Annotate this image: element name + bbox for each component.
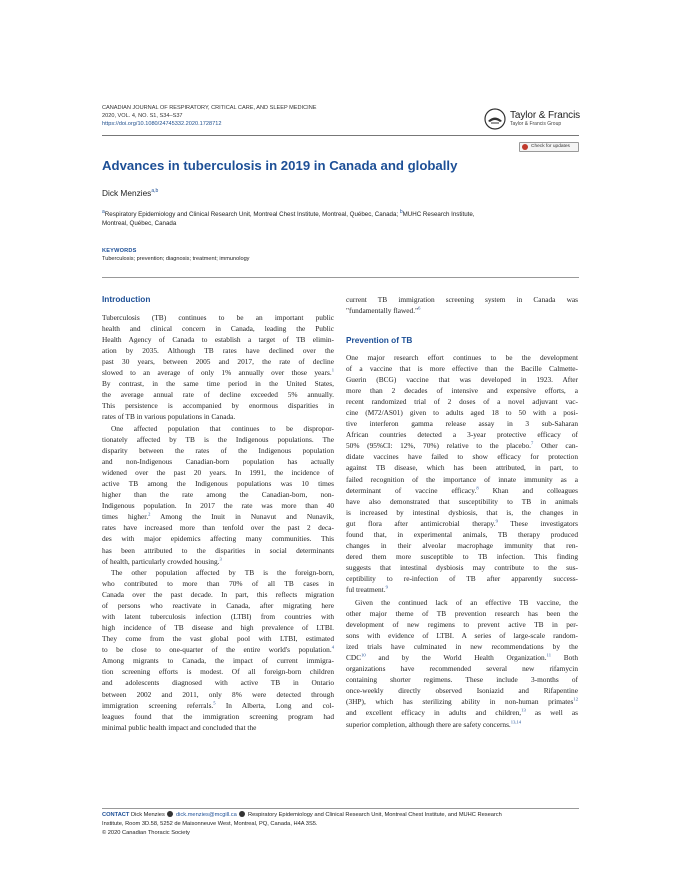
footer-divider <box>102 808 579 809</box>
reference-mark[interactable]: 8 <box>476 485 479 491</box>
header-divider <box>102 135 579 136</box>
author-line <box>102 188 158 198</box>
volume-line: 2020, VOL. 4, NO. S1, S34–S37 <box>102 113 183 119</box>
email-icon <box>167 811 173 817</box>
text-line: ized trials have culminated in new recommendations by the <box>346 642 578 652</box>
text-line: past 30 years, between 2005 and 2017, the rate of decline <box>102 357 334 367</box>
contact-name: Dick Menzies <box>130 812 165 818</box>
reference-mark[interactable]: 6 <box>418 305 421 311</box>
text-line: tive interferon gamma release assay in 3 sub-Saharan <box>346 419 578 429</box>
text-line: minimal public health impact and concluded that the <box>102 722 257 732</box>
reference-mark[interactable]: 5 <box>213 700 216 706</box>
address-icon <box>239 811 245 817</box>
reference-mark[interactable]: 12 <box>573 696 578 702</box>
text-line: between 2002 and 2011, only 8% were detected through <box>102 689 334 699</box>
text-line: recent randomized trial of 2 doses of a novel adjuvant vac- <box>346 397 578 407</box>
text-line: immigration screening referrals.$^5$ In Alberta, Long and col- <box>102 700 334 710</box>
text-line: is increased by intestinal dysbiosis, that is, the changes in <box>346 507 578 517</box>
keywords-divider <box>102 277 579 278</box>
intro-paragraph-1 <box>102 312 334 422</box>
text-line: changes in their alveolar macrophage immunity that ren- <box>346 540 578 550</box>
affiliation-line-2: Montreal, Québec, Canada <box>102 220 177 228</box>
author-affiliation-marks: a,b <box>151 188 159 195</box>
check-for-updates-button[interactable] <box>519 142 579 152</box>
contact-block <box>102 811 580 838</box>
text-line: Among migrants to Canada, the impact of current immigra- <box>102 656 334 666</box>
reference-mark[interactable]: 4 <box>331 644 334 650</box>
text-line: dered them more susceptible to TB infection. This finding <box>346 551 578 561</box>
text-line: Guerin (BCG) vaccine that was developed in 1923. After <box>346 375 578 385</box>
doi-link[interactable]: https://doi.org/10.1080/24745332.2020.1728712 <box>102 121 222 127</box>
intro-paragraph-2 <box>102 423 334 567</box>
contact-line-1 <box>102 811 580 820</box>
keywords-list: Tuberculosis; prevention; diagnosis; treatment; immunology <box>102 256 250 262</box>
text-line: times higher.$^2$ Among the Inuit in Nunavut and Nunavik, <box>102 511 334 522</box>
text-line: CDC$^{10}$ and by the World Health Organization.$^{11}$ Both <box>346 652 578 663</box>
reference-mark[interactable]: 13 <box>521 708 526 714</box>
text-line: des with major epidemics affecting many communities. This <box>102 534 334 544</box>
reference-mark[interactable]: 9 <box>495 518 498 524</box>
text-line: has been attributed to the disparities in social determinants <box>102 545 334 555</box>
reference-mark[interactable]: 2 <box>148 511 151 517</box>
text-line: gut flora after antimicrobial therapy.$^9$ These investigators <box>346 518 578 528</box>
reference-mark[interactable]: 13,14 <box>510 719 522 725</box>
text-line: and non-Indigenous Canadian-born population has actually <box>102 457 334 467</box>
text-line: (3HP), which has sterilizing ability in non-human primates$^{12}$ <box>346 696 578 707</box>
text-line: By contrast, in the same time period in the United States, <box>102 379 334 389</box>
text-line: have also demonstrated that susceptibility to TB in animals <box>346 496 578 506</box>
text-line: high incidence of TB disease and high prevalence of LTBI. <box>102 623 334 633</box>
text-line: failed recognition of the importance of innate immunity as a <box>346 474 578 484</box>
text-line: Health Agency of Canada to establish a target of TB elimin- <box>102 335 334 345</box>
text-line: to be close to one-quarter of the entire world's population.$^4$ <box>102 644 334 655</box>
article-title: Advances in tuberculosis in 2019 in Canada and globally <box>102 158 458 173</box>
reference-mark[interactable]: 11 <box>546 652 551 658</box>
text-line: rates have increased more than tenfold over the past 2 deca- <box>102 523 334 533</box>
publisher-emblem-icon <box>484 108 506 130</box>
prevention-paragraph-1 <box>346 352 578 595</box>
text-line: They come from the vast global pool with LTBI, estimated <box>102 634 334 644</box>
affiliation-a: Respiratory Epidemiology and Clinical Research Unit, Montreal Chest Institute, Montreal, Québec, Canada; <box>104 211 400 219</box>
text-line: and excellent efficacy in adults and children,$^{13}$ as well as <box>346 708 578 718</box>
affiliation-line-1 <box>102 208 580 219</box>
text-line: found that, in experimental animals, TB therapy produced <box>346 529 578 539</box>
text-line: superior completion, although there are safety concerns.$^{13,14}$ <box>346 719 522 729</box>
text-line: the average annual rate of decline exceeded 5% annually. <box>102 390 334 400</box>
text-line: Canada over the past decade. In part, this reflects migration <box>102 590 334 600</box>
text-line: suggests that intestinal dysbiosis may contribute to the sus- <box>346 562 578 572</box>
text-line: "fundamentally flawed."$^6$ <box>346 305 421 316</box>
text-line: development of new regimens to prevent active TB in per- <box>346 620 578 630</box>
update-badge-icon <box>522 144 528 150</box>
text-line: African countries detected a 3-year protective efficacy of <box>346 430 578 440</box>
reference-mark[interactable]: 10 <box>361 652 366 658</box>
reference-mark[interactable]: 3 <box>219 556 222 562</box>
text-line: tion screening efforts is modest. Of all foreign-born children <box>102 667 334 677</box>
contact-address-2: Institute, Room 3D.58, 5252 de Maisonneuve West, Montreal, PQ, Canada, H4A 3S5. <box>102 821 318 827</box>
text-line: This persistence is accompanied by enormous disparities in <box>102 401 334 411</box>
reference-mark[interactable]: 1 <box>331 367 334 373</box>
text-line: against TB disease, which has been attributed, in part, to <box>346 463 578 473</box>
text-line: containing shorter regimens. These include 3-months of <box>346 675 578 685</box>
text-line: Given the continued lack of an effective TB vaccine, the <box>355 598 578 607</box>
journal-header <box>102 104 432 128</box>
intro-paragraph-3 <box>102 567 334 733</box>
text-line: sons with evidence of LTBI. A series of large-scale random- <box>346 631 578 641</box>
text-line: organizations have recommended several new rifamycin <box>346 664 578 674</box>
text-line: more than 2 decades of intensive and expensive efforts, a <box>346 386 578 396</box>
text-line: with latent tuberculosis infection (LTBI) from countries with <box>102 612 334 622</box>
text-line: Indigenous population. In 2017 the rate was more than 40 <box>102 501 334 511</box>
contact-address-1: Respiratory Epidemiology and Clinical Research Unit, Montreal Chest Institute, and MUHC Research <box>247 812 502 818</box>
affiliations <box>102 208 580 228</box>
text-line: didate vaccines have failed to show efficacy for protection <box>346 452 578 462</box>
text-line: 50% (95%CI: 12%, 70%) relative to the placebo.$^7$ Other can- <box>346 440 578 451</box>
journal-name: CANADIAN JOURNAL OF RESPIRATORY, CRITICAL CARE, AND SLEEP MEDICINE <box>102 105 317 111</box>
prevention-paragraph-2 <box>346 597 578 730</box>
copyright: © 2020 Canadian Thoracic Society <box>102 830 190 836</box>
text-line: ful treatment.$^9$ <box>346 584 388 594</box>
section-heading-prevention: Prevention of TB <box>346 335 413 345</box>
affiliation-mark-a: a <box>102 209 105 215</box>
text-line: ation by 2035. Although TB rates have declined over the <box>102 346 334 356</box>
affiliation-b: MUHC Research Institute, <box>402 211 475 219</box>
text-line: leagues found that the immigration screening program had <box>102 711 334 721</box>
text-line: of persons who reactivate in Canada, after migrating here <box>102 601 334 611</box>
keywords-heading: KEYWORDS <box>102 248 137 254</box>
publisher-group: Taylor & Francis Group <box>510 121 562 127</box>
text-line: of health, particularly crowded housing.$^3$ <box>102 556 222 566</box>
text-line: who contributed to more than 70% of all TB cases in <box>102 579 334 589</box>
text-line: once-weekly directly observed Isoniazid and Rifapentine <box>346 686 578 696</box>
contact-email-link[interactable]: dick.menzies@mcgill.ca <box>176 812 237 818</box>
publisher-name: Taylor & Francis <box>510 110 581 121</box>
text-line: slowed to an average of only 1% annually over those years.$^1$ <box>102 367 334 378</box>
text-line: disparity between the rates of the Indigenous population <box>102 446 334 456</box>
text-line: ceptibility to re-infection of TB after apparently success- <box>346 573 578 583</box>
text-line: health and clinical concern in Canada, leading the Public <box>102 324 334 334</box>
text-line: active TB among the Indigenous populations was 10 times <box>102 479 334 489</box>
affiliation-mark-b: b <box>399 209 403 215</box>
check-for-updates-label: Check for updates <box>531 144 570 149</box>
text-line: of a vaccine that is more effective than the Bacille Calmette- <box>346 364 578 374</box>
text-line: One major research effort continues to be the development <box>346 353 578 362</box>
publisher-logo <box>484 108 580 130</box>
text-line: Tuberculosis (TB) continues to be an important public <box>102 313 334 322</box>
intro-paragraph-continued <box>346 294 578 316</box>
text-line: higher than the rate among the Canadian-born, non- <box>102 490 334 500</box>
text-line: widened over the past 20 years. In 1991, the incidence of <box>102 468 334 478</box>
text-line: cine (M72/AS01) given to adults aged 18 to 50 with a posi- <box>346 408 578 418</box>
text-line: current TB immigration screening system in Canada was <box>346 295 578 304</box>
text-line: tionately affected by TB is the Indigenous populations. The <box>102 435 334 445</box>
author-name: Dick Menzies <box>102 188 152 198</box>
contact-label: CONTACT <box>102 812 130 818</box>
text-line: determinant of vaccine efficacy.$^8$ Khan and colleagues <box>346 485 578 495</box>
reference-mark[interactable]: 9 <box>385 584 388 590</box>
text-line: and adolescents diagnosed with active TB in Ontario <box>102 678 334 688</box>
section-heading-introduction: Introduction <box>102 294 151 304</box>
text-line: other major theme of TB prevention research has been the <box>346 609 578 619</box>
reference-mark[interactable]: 7 <box>531 440 534 446</box>
text-line: rates of TB in various populations in Canada. <box>102 412 236 422</box>
text-line: One affected population that continues to be dispropor- <box>111 424 334 433</box>
text-line: The other population affected by TB is the foreign-born, <box>111 568 334 577</box>
